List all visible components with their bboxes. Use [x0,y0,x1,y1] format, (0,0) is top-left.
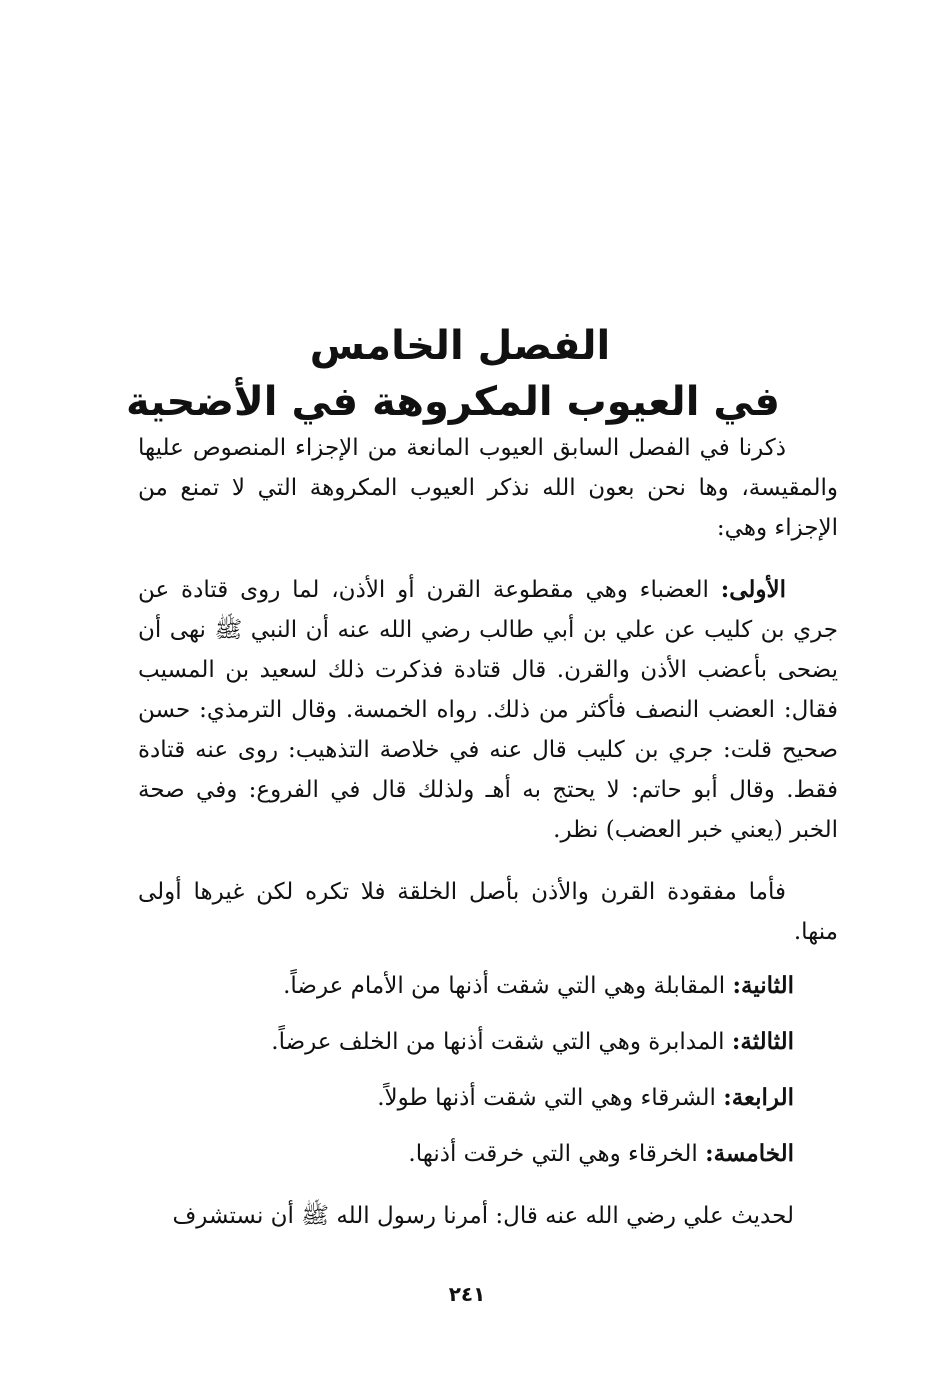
congenital-note-paragraph [138,872,838,952]
defect-text: الشرقاء وهي التي شقت أذنها طولاً. [377,1085,724,1111]
page-number: ٢٤١ [448,1282,486,1306]
defect-term: الخامسة: [705,1140,794,1167]
chapter-heading [125,318,780,430]
intro-text: ذكرنا في الفصل السابق العيوب المانعة من الإجزاء المنصوص عليها والمقيسة، وها نحن بعون الله نذكر العيوب المكروهة التي لا تمنع من الإجزاء وهي: [138,435,838,541]
first-defect-term: الأولى: [720,576,786,603]
defect-text: الخرقاء وهي التي خرقت أذنها. [408,1141,706,1167]
defect-item-fifth [408,1134,794,1174]
congenital-note-text: فأما مفقودة القرن والأذن بأصل الخلقة فلا تكره لكن غيرها أولى منها. [138,879,838,945]
hadith-line: لحديث علي رضي الله عنه قال: أمرنا رسول الله ﷺ أن نستشرف [172,1203,794,1229]
intro-paragraph [138,428,838,548]
defect-term: الرابعة: [723,1084,794,1111]
defect-term: الثالثة: [731,1028,794,1055]
defect-text: المدابرة وهي التي شقت أذنها من الخلف عرضاً. [271,1029,732,1055]
first-defect-paragraph [138,570,838,850]
defect-item-third [271,1022,794,1062]
first-defect-text: العضباء وهي مقطوعة القرن أو الأذن، لما روى قتادة عن جري بن كليب عن علي بن أبي طالب رضي الله عنه أن النبي ﷺ نهى أن يضحى بأعضب الأذن والقرن. قال قتادة فذكرت ذلك لسعيد بن المسيب فقال: العضب النصف فأكثر من ذلك. رواه الخمسة. وقال الترمذي: حسن صحيح قلت: جري بن كليب قال عنه في خلاصة التذهيب: روى عنه قتادة فقط. وقال أبو حاتم: لا يحتج به أهـ ولذلك قال في الفروع: وفي صحة الخبر (يعني خبر العضب) نظر. [138,577,838,843]
chapter-title: الفصل الخامس [309,323,611,369]
defect-item-fourth [377,1078,794,1118]
defect-text: المقابلة وهي التي شقت أذنها من الأمام عرضاً. [283,973,733,999]
defect-term: الثانية: [732,972,794,999]
chapter-subtitle: في العيوب المكروهة في الأضحية [125,379,780,425]
defect-item-second [283,966,794,1006]
